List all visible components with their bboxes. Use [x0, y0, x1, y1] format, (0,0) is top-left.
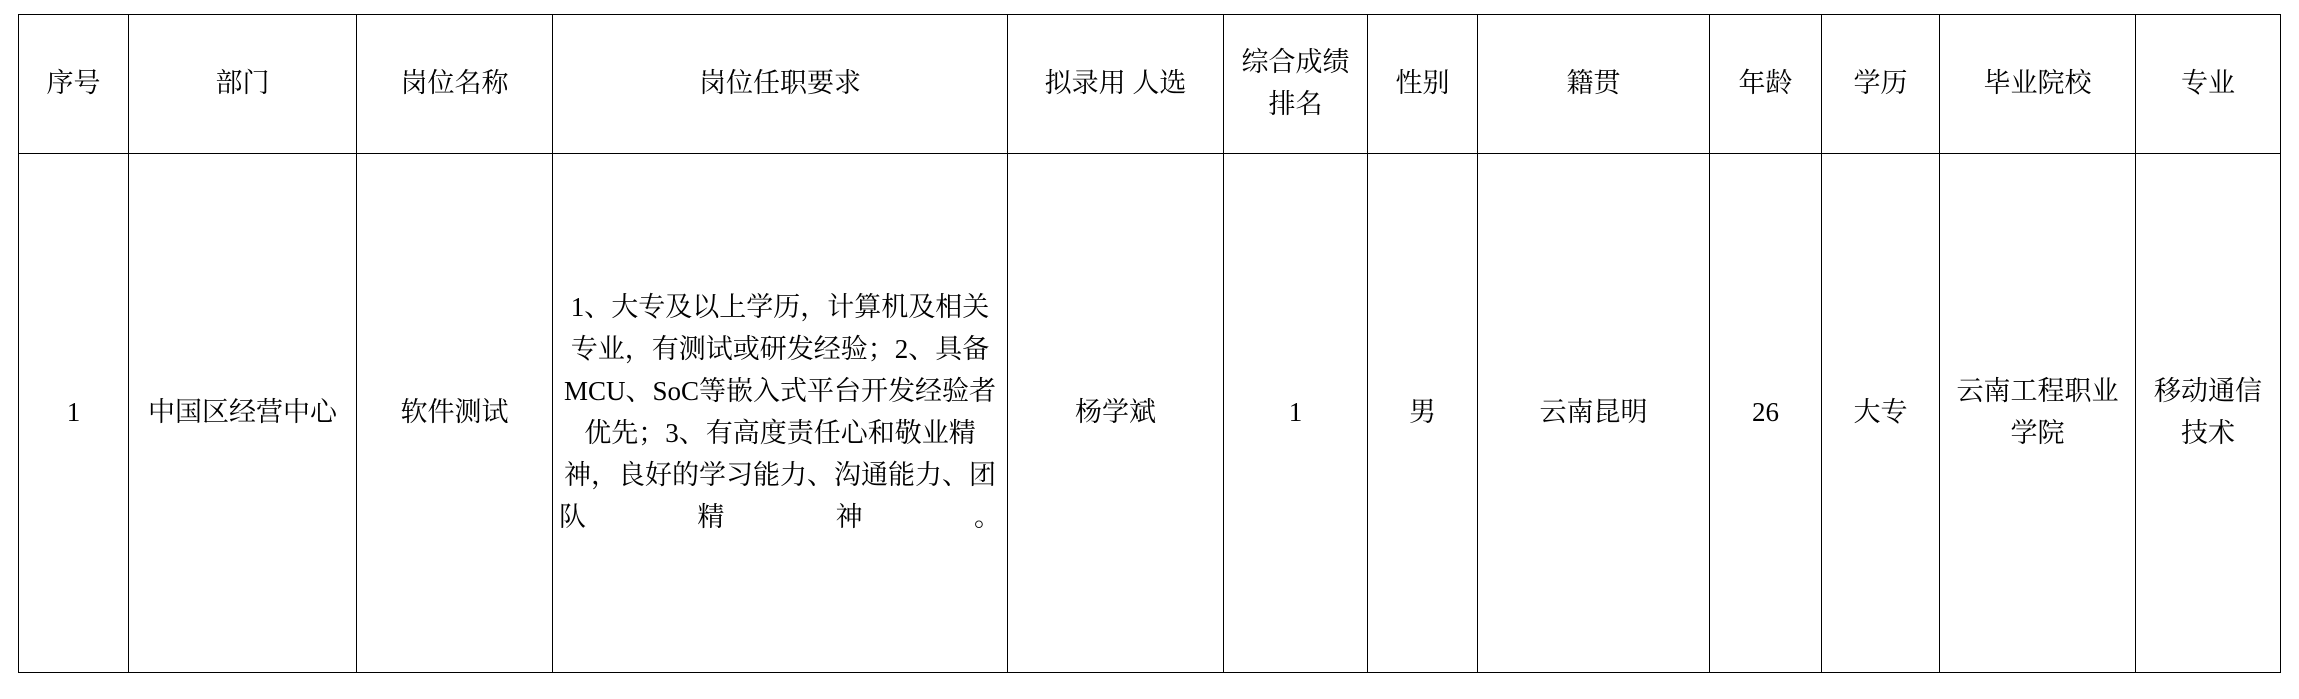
- column-header-school: 毕业院校: [1940, 15, 2136, 154]
- table-header: [19, 15, 2281, 154]
- cell-gender: 男: [1368, 154, 1478, 673]
- cell-school: 云南工程职业学院: [1940, 154, 2136, 673]
- cell-major: 移动通信技术: [2136, 154, 2281, 673]
- table-body: [19, 154, 2281, 673]
- column-header-major: 专业: [2136, 15, 2281, 154]
- column-header-gender: 性别: [1368, 15, 1478, 154]
- cell-department: 中国区经营中心: [129, 154, 357, 673]
- column-header-post-name: 岗位名称: [357, 15, 553, 154]
- table-header-row: [19, 15, 2281, 154]
- cell-post-name: 软件测试: [357, 154, 553, 673]
- column-header-department: 部门: [129, 15, 357, 154]
- column-header-requirements: 岗位任职要求: [553, 15, 1008, 154]
- cell-candidate: 杨学斌: [1008, 154, 1224, 673]
- cell-seq: 1: [19, 154, 129, 673]
- cell-rank: 1: [1224, 154, 1368, 673]
- cell-age: 26: [1710, 154, 1822, 673]
- column-header-education: 学历: [1822, 15, 1940, 154]
- column-header-candidate: 拟录用 人选: [1008, 15, 1224, 154]
- recruitment-table: [18, 14, 2281, 673]
- cell-native-place: 云南昆明: [1478, 154, 1710, 673]
- cell-requirements: [553, 154, 1008, 673]
- column-header-age: 年龄: [1710, 15, 1822, 154]
- table-row: [19, 154, 2281, 673]
- cell-education: 大专: [1822, 154, 1940, 673]
- column-header-rank: 综合成绩排名: [1224, 15, 1368, 154]
- column-header-seq: 序号: [19, 15, 129, 154]
- column-header-native-place: 籍贯: [1478, 15, 1710, 154]
- requirements-text: 1、大专及以上学历，计算机及相关专业，有测试或研发经验；2、具备MCU、SoC等嵌入式平台开发经验者优先；3、有高度责任心和敬业精神，良好的学习能力、沟通能力、团队精神。: [559, 292, 1001, 532]
